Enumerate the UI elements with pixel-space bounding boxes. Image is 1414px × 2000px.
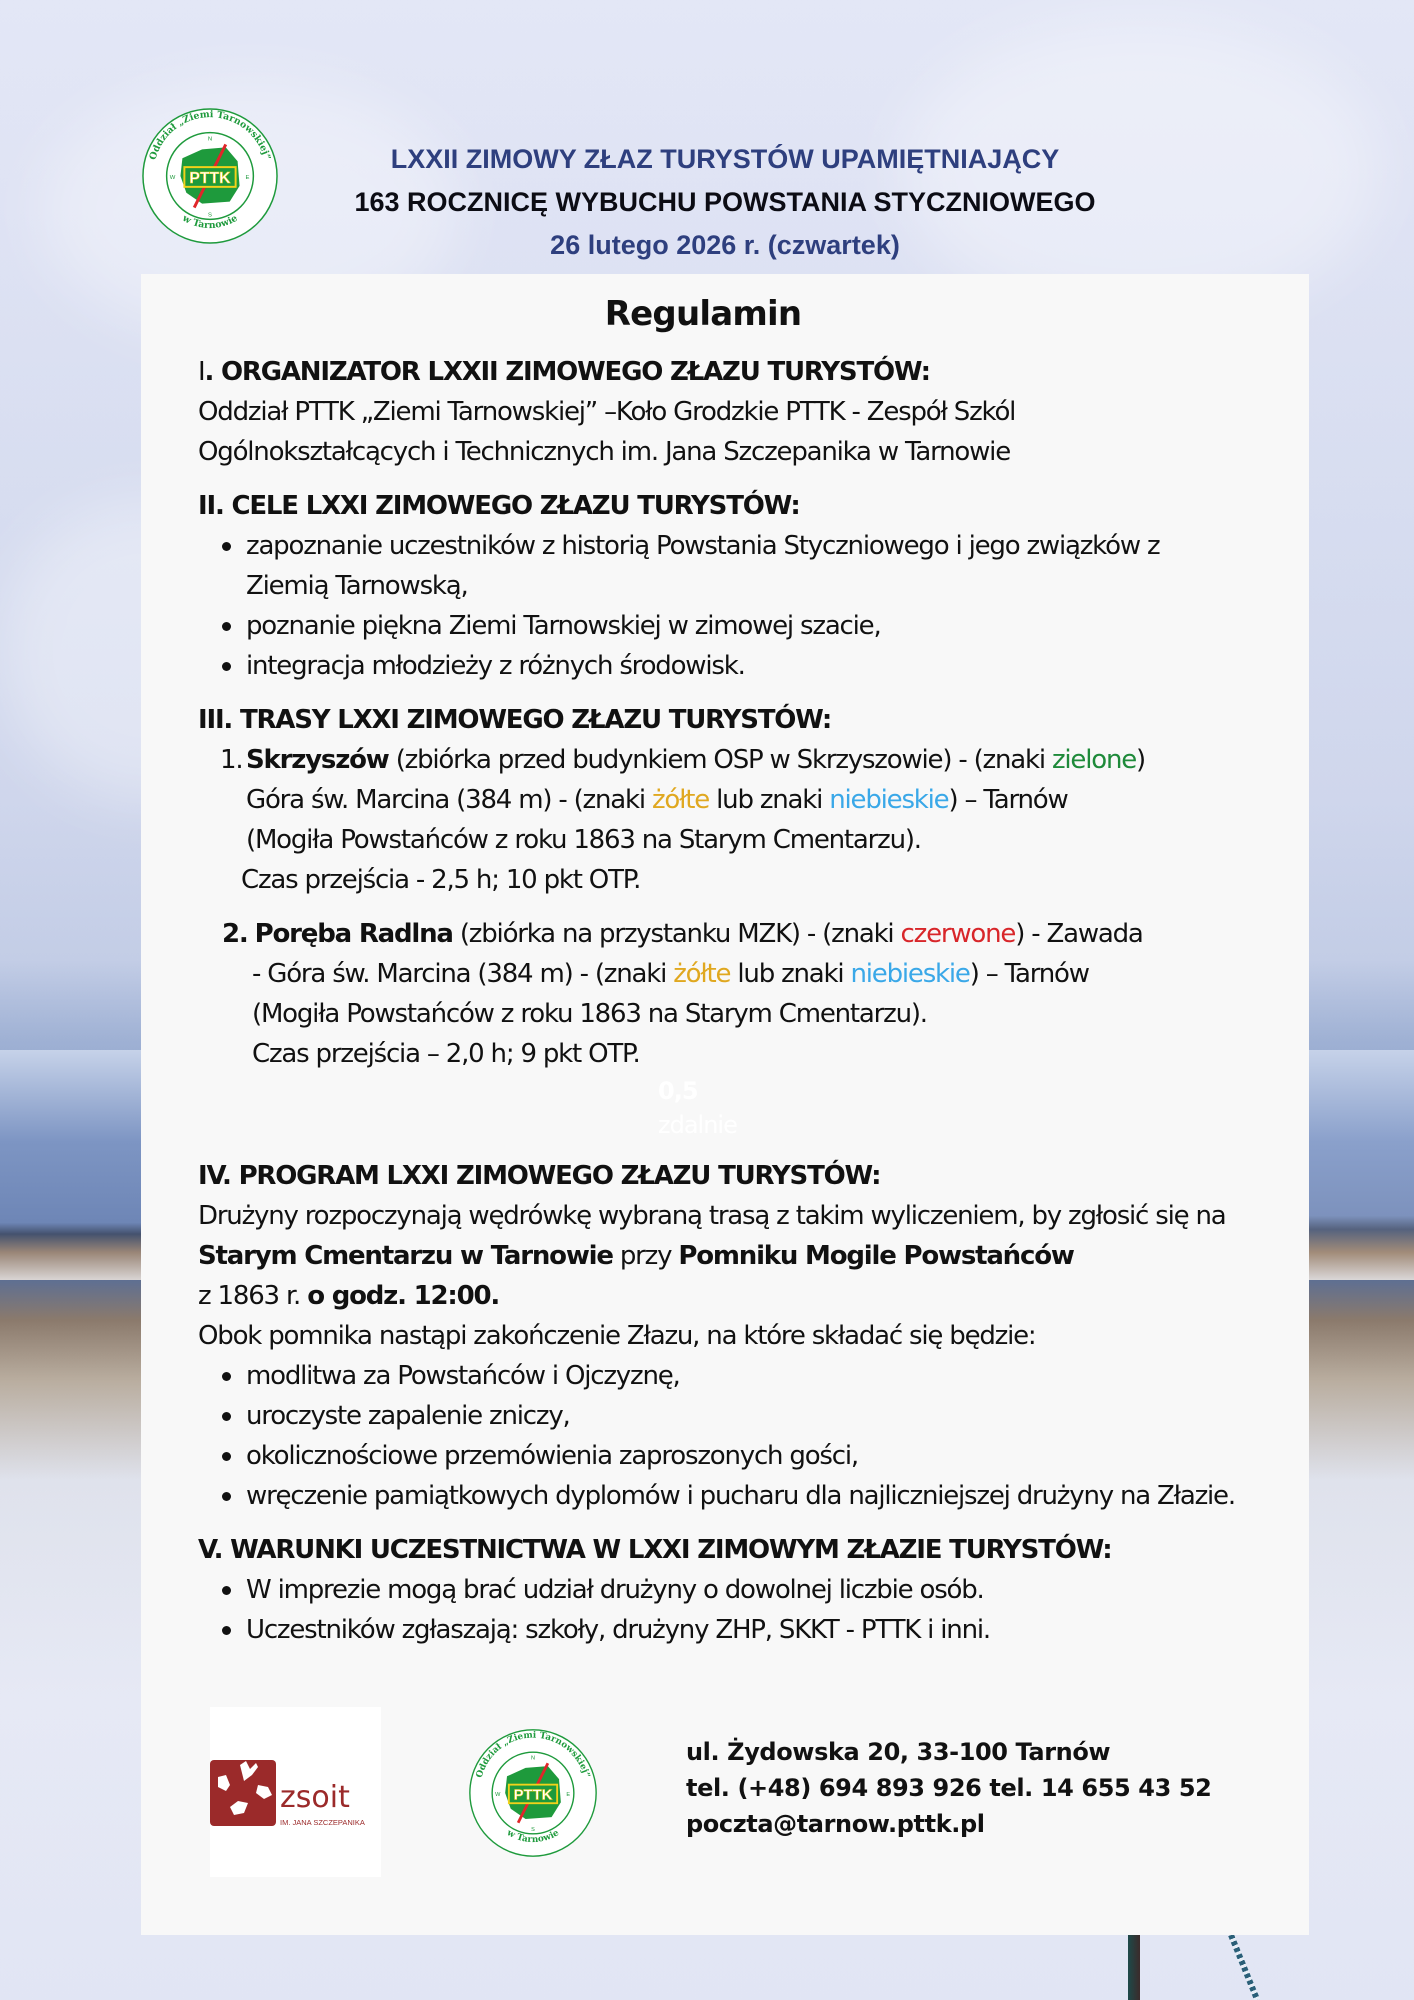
- trail-color-blue: niebieskie: [829, 785, 949, 815]
- section-heading: III. TRASY LXXI ZIMOWEGO ZŁAZU TURYSTÓW:: [198, 705, 832, 735]
- contact-phones: tel. (+48) 694 893 926 tel. 14 655 43 52: [686, 1774, 1212, 1802]
- route-number: 2.: [222, 919, 248, 949]
- route-number: 1.: [220, 745, 243, 775]
- program-text: Drużyny rozpoczynają wędrówkę wybraną trasą z takim wyliczeniem, by zgłosić się na Starym Cmentarzu w Tarnowie przy Pomniku Mogile Powstańców z 1863 r. o godz. 12:00.: [198, 1201, 1226, 1311]
- background-trekking-pole: [1128, 1935, 1140, 2000]
- regulations-content: [198, 290, 1268, 1664]
- route-name: Skrzyszów: [246, 745, 389, 775]
- section-heading: II. CELE LXXI ZIMOWEGO ZŁAZU TURYSTÓW:: [198, 491, 800, 521]
- section-heading: I. ORGANIZATOR LXXII ZIMOWEGO ZŁAZU TURYSTÓW:: [198, 357, 930, 387]
- document-title: Regulamin: [604, 294, 802, 334]
- compass-w: W: [169, 174, 176, 181]
- contact-email[interactable]: poczta@tarnow.pttk.pl: [686, 1810, 985, 1838]
- section-heading: IV. PROGRAM LXXI ZIMOWEGO ZŁAZU TURYSTÓW:: [198, 1161, 881, 1191]
- background-mountains-right: [1309, 1050, 1414, 1280]
- section-goals: [198, 486, 1268, 686]
- compass-n: N: [207, 136, 213, 143]
- trail-color-yellow: żółte: [651, 785, 710, 815]
- header-title-line1: LXXII ZIMOWY ZŁAZ TURYSTÓW UPAMIĘTNIAJĄCY: [390, 144, 1060, 174]
- trail-color-blue: niebieskie: [850, 959, 970, 989]
- list-item: zapoznanie uczestników z historią Powstania Styczniowego i jego związków z Ziemią Tarnowską,: [246, 526, 1248, 606]
- trail-color-green: zielone: [1051, 745, 1137, 775]
- background-rope: [1228, 1934, 1260, 2000]
- logo-ring-text-top: Oddział „Ziemi Tarnowskiej”: [474, 1730, 592, 1780]
- list-item: poznanie piękna Ziemi Tarnowskiej w zimowej szacie,: [246, 606, 1248, 646]
- section-heading: V. WARUNKI UCZESTNICTWA W LXXI ZIMOWYM ZŁAZIE TURYSTÓW:: [198, 1535, 1112, 1565]
- section-conditions: [198, 1530, 1268, 1650]
- list-item: W imprezie mogą brać udział drużyny o dowolnej liczbie osób.: [246, 1570, 1268, 1610]
- contact-address: ul. Żydowska 20, 33-100 Tarnów: [686, 1738, 1111, 1766]
- compass-s: S: [208, 212, 212, 219]
- program-list: [198, 1356, 1248, 1516]
- trail-color-red: czerwone: [900, 919, 1016, 949]
- program-intro: Obok pomnika nastąpi zakończenie Złazu, na które składać się będzie:: [198, 1321, 1036, 1351]
- hidden-note-text: zdalnie: [658, 1111, 737, 1139]
- section-program: [198, 1156, 1268, 1516]
- list-item: integracja młodzieży z różnych środowisk.: [246, 646, 1248, 686]
- hidden-note-value: 0,5: [658, 1077, 698, 1105]
- compass-n: N: [530, 1755, 536, 1762]
- compass-e: E: [245, 174, 250, 181]
- compass-s: S: [531, 1827, 535, 1834]
- zsoit-logo: [210, 1707, 381, 1877]
- pttk-logo-footer: [468, 1728, 598, 1858]
- route-name: Poręba Radlna: [254, 919, 453, 949]
- list-item: Uczestników zgłaszają: szkoły, drużyny ZHP, SKKT - PTTK i inni.: [246, 1610, 1268, 1650]
- organizer-text: Oddział PTTK „Ziemi Tarnowskiej” –Koło Grodzkie PTTK - Zespół Szkól Ogólnokształcących i Technicznych im. Jana Szczepanika w Tarnowie: [198, 397, 1016, 467]
- list-item: wręczenie pamiątkowych dyplomów i pucharu dla najliczniejszej drużyny na Złazie.: [246, 1476, 1248, 1516]
- background-mountains-left: [0, 1050, 141, 1280]
- section-organizer: [198, 352, 1268, 472]
- route-time: Czas przejścia - 2,5 h; 10 pkt OTP.: [241, 865, 641, 895]
- logo-ring-text-bottom: w Tarnowie: [505, 1828, 561, 1846]
- route-1: 1. Skrzyszów (zbiórka przed budynkiem OSP w Skrzyszowie) - (znaki zielone) Góra św. Marcina (384 m) - (znaki żółte lub znaki niebieskie) – Tarnów (Mogiła Powstańców z roku 1863 na Starym Cmentarzu). Czas przejścia - 2,5 h; 10 pkt OTP.: [198, 740, 1268, 900]
- logo-center-text: PTTK: [513, 1787, 553, 1804]
- logo-center-text: PTTK: [189, 169, 231, 187]
- header-date: 26 lutego 2026 r. (czwartek): [550, 230, 900, 260]
- trail-color-yellow: żółte: [673, 959, 731, 989]
- logo-ring-text-top: Oddział „Ziemi Tarnowskiej”: [147, 109, 273, 162]
- goals-list: [198, 526, 1248, 686]
- pttk-logo-header: [141, 107, 279, 245]
- logo-ring-text-bottom: w Tarnowie: [180, 212, 240, 232]
- route-2: 2. Poręba Radlna (zbiórka na przystanku MZK) - (znaki czerwone) - Zawada - Góra św. Marcina (384 m) - (znaki żółte lub znaki niebieskie) – Tarnów (Mogiła Powstańców z roku 1863 na Starym Cmentarzu). Czas przejścia – 2,0 h; 9 pkt OTP.: [198, 914, 1268, 1074]
- list-item: okolicznościowe przemówienia zaproszonych gości,: [246, 1436, 1248, 1476]
- contact-info: [686, 1734, 1211, 1842]
- conditions-list: [198, 1570, 1268, 1650]
- zsoit-subtitle: IM. JANA SZCZEPANIKA: [280, 1818, 365, 1827]
- section-routes: [198, 700, 1268, 1142]
- route-time: Czas przejścia – 2,0 h; 9 pkt OTP.: [252, 1039, 640, 1069]
- list-item: uroczyste zapalenie zniczy,: [246, 1396, 1248, 1436]
- compass-w: W: [495, 1791, 501, 1798]
- header-title-line2: 163 ROCZNICĘ WYBUCHU POWSTANIA STYCZNIOWEGO: [354, 187, 1096, 217]
- list-item: modlitwa za Powstańców i Ojczyznę,: [246, 1356, 1248, 1396]
- zsoit-name: zsoit: [280, 1780, 350, 1815]
- compass-e: E: [566, 1791, 571, 1798]
